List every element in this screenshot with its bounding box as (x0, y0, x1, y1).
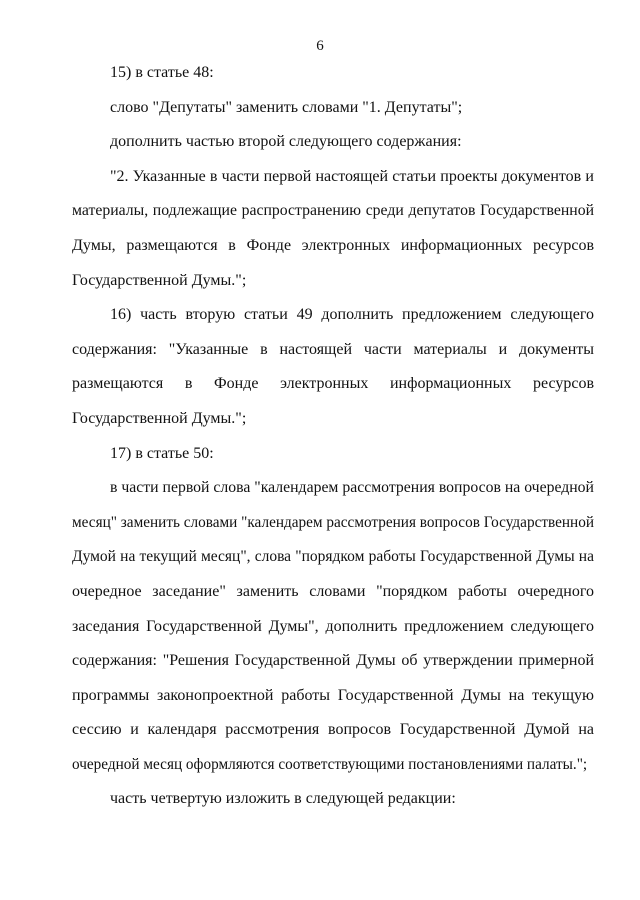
text-line: сессию и календаря рассмотрения вопросов Государственной Думой на (72, 721, 594, 739)
text-line: Думой на текущий месяц", слова "порядком работы Государственной Думы на (72, 548, 594, 566)
text-line: Государственной Думы."; (72, 271, 247, 289)
text-line: содержания: "Решения Государственной Думы об утверждении примерной (72, 652, 594, 670)
text-line: слово "Депутаты" заменить словами "1. Депутаты"; (110, 98, 463, 116)
document-body (72, 62, 594, 823)
text-line: в части первой слова "календарем рассмотрения вопросов на очередной (110, 479, 594, 497)
text-line: 17) в статье 50: (110, 444, 214, 462)
text-line: очередной месяц оформляются соответствующими постановлениями палаты."; (72, 755, 588, 773)
text-line: месяц" заменить словами "календарем рассмотрения вопросов Государственной (72, 513, 594, 531)
text-line: дополнить частью второй следующего содержания: (110, 133, 462, 151)
text-line: программы законопроектной работы Государственной Думы на текущую (72, 686, 594, 704)
text-line: Думы, размещаются в Фонде электронных информационных ресурсов (72, 236, 594, 254)
text-line: размещаются в Фонде электронных информационных ресурсов (72, 375, 594, 393)
text-line: содержания: "Указанные в настоящей части материалы и документы (72, 340, 594, 358)
text-line: очередное заседание" заменить словами "порядком работы очередного (72, 582, 594, 600)
page-number: 6 (316, 38, 324, 54)
text-line: 16) часть вторую статьи 49 дополнить предложением следующего (110, 306, 594, 324)
text-line: часть четвертую изложить в следующей редакции: (110, 790, 456, 808)
text-line: заседания Государственной Думы", дополнить предложением следующего (72, 617, 594, 635)
text-line: материалы, подлежащие распространению среди депутатов Государственной (72, 202, 594, 220)
text-line: "2. Указанные в части первой настоящей статьи проекты документов и (110, 167, 594, 185)
text-line: 15) в статье 48: (110, 64, 214, 81)
text-line: Государственной Думы."; (72, 409, 247, 427)
